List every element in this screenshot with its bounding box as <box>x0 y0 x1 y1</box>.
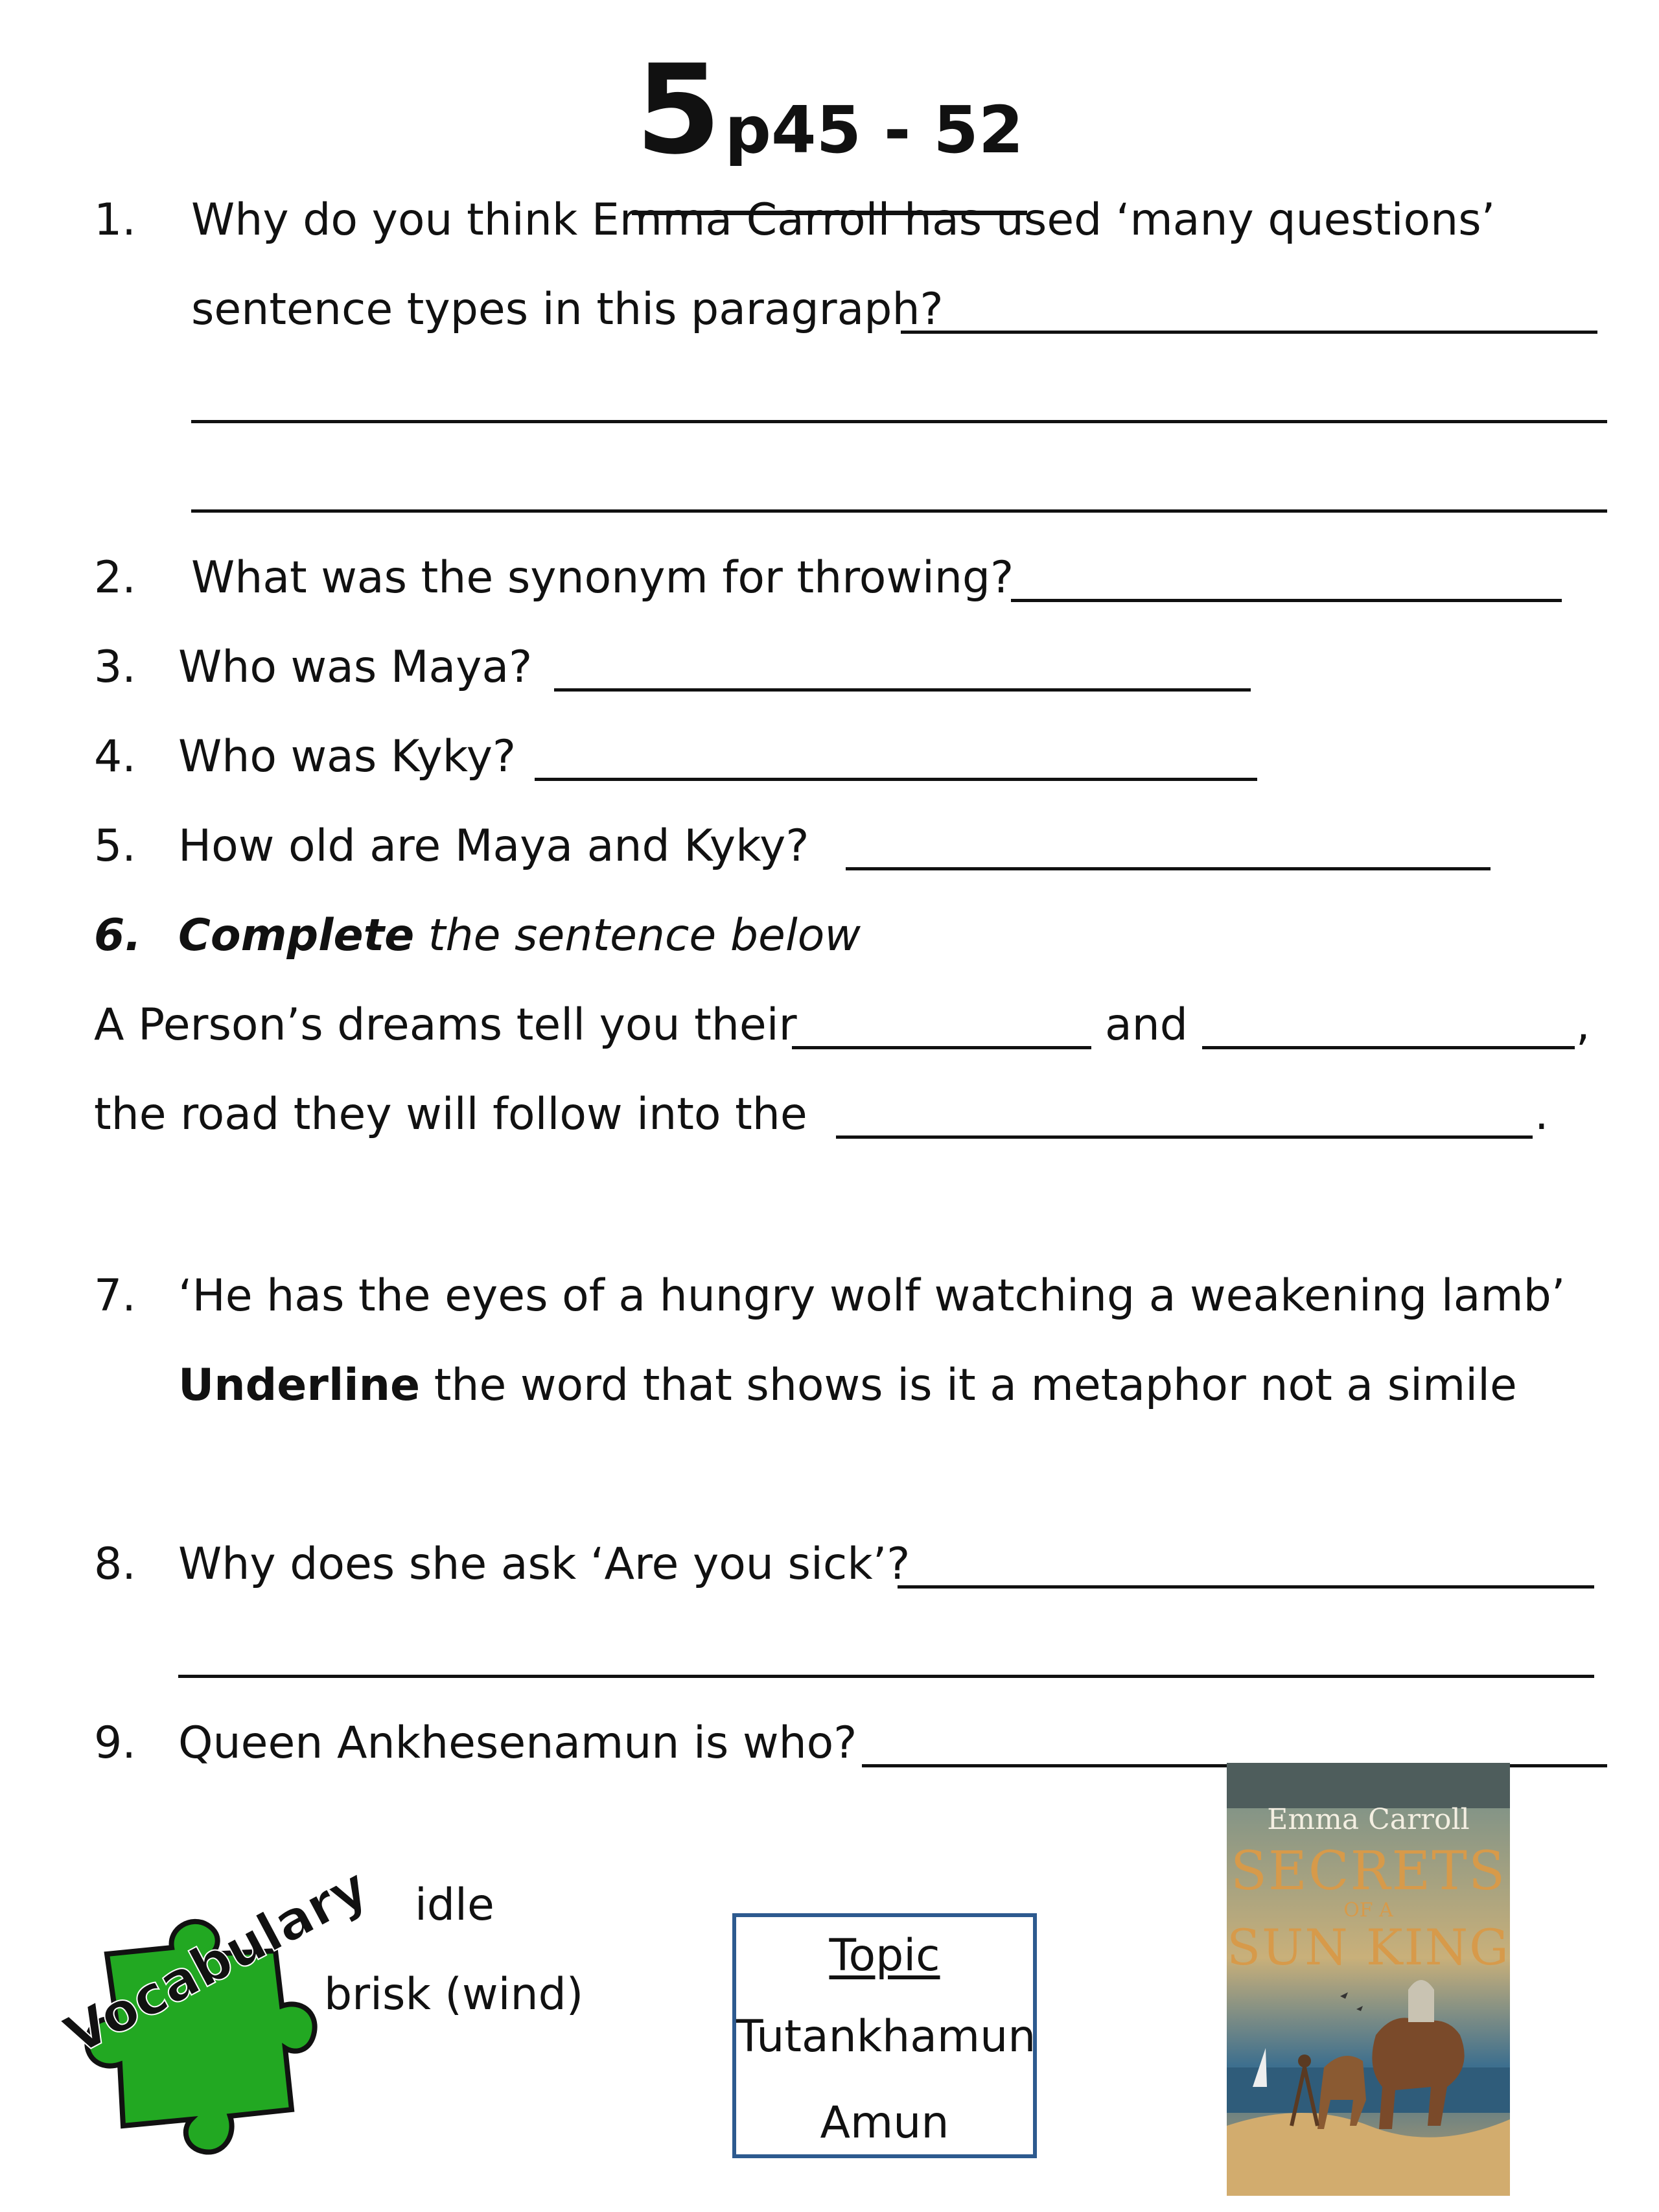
topic-box <box>732 1913 1037 2158</box>
topic-heading: Topic <box>829 1930 940 1981</box>
instruction-bold: Underline <box>178 1360 421 1411</box>
fill-sentence-1-mid: and <box>1105 999 1188 1051</box>
question-text: Why does she ask ‘Are you sick’? <box>178 1539 911 1590</box>
question-9 <box>94 1717 857 1769</box>
question-number: 7. <box>94 1270 136 1321</box>
answer-line[interactable] <box>178 1675 1594 1678</box>
vocab-word: idle <box>415 1880 494 1931</box>
fill-sentence-1-end: , <box>1576 999 1590 1051</box>
question-number: 9. <box>94 1717 136 1769</box>
vocab-word: brisk (wind) <box>324 1969 584 2020</box>
question-number: 3. <box>94 642 136 693</box>
answer-line[interactable] <box>191 509 1607 513</box>
answer-line[interactable] <box>191 420 1607 423</box>
question-text: sentence types in this paragraph? <box>191 284 944 335</box>
question-text: Queen Ankhesenamun is who? <box>178 1717 857 1769</box>
book-title-line1: SECRETS <box>1230 1841 1507 1902</box>
fill-sentence-1-start: A Person’s dreams tell you their <box>94 999 797 1051</box>
chapter-number: 5 <box>635 38 721 181</box>
question-number: 1. <box>94 194 136 246</box>
book-title-line3: SUN KING <box>1227 1918 1510 1976</box>
answer-line[interactable] <box>901 331 1597 334</box>
question-number: 6. <box>94 910 142 961</box>
question-6 <box>94 910 861 962</box>
question-1-line2 <box>191 284 944 336</box>
question-3 <box>94 642 532 693</box>
book-author: Emma Carroll <box>1267 1803 1470 1836</box>
question-1 <box>94 194 1495 246</box>
fill-blank-3[interactable] <box>836 1135 1533 1139</box>
question-text: Why do you think Emma Carroll has used ‘many questions’ <box>191 194 1496 246</box>
answer-line[interactable] <box>1011 599 1562 602</box>
page-range: p45 - 52 <box>725 92 1024 168</box>
question-2 <box>94 552 1014 604</box>
fill-blank-2[interactable] <box>1202 1046 1575 1049</box>
question-7 <box>94 1270 1565 1322</box>
answer-line[interactable] <box>535 778 1257 781</box>
question-text: How old are Maya and Kyky? <box>178 821 809 872</box>
answer-line[interactable] <box>898 1585 1594 1589</box>
fill-blank-1[interactable] <box>792 1046 1091 1049</box>
instruction-bold: Complete <box>178 910 415 961</box>
fill-sentence-2-start: the road they will follow into the <box>94 1089 807 1140</box>
book-cover-image <box>1227 1763 1510 2196</box>
question-8 <box>94 1539 910 1590</box>
page-title <box>0 38 1659 215</box>
question-text: Who was Maya? <box>178 642 533 693</box>
question-number: 4. <box>94 731 136 782</box>
vocabulary-puzzle-logo <box>55 1856 378 2161</box>
question-text: What was the synonym for throwing? <box>191 552 1014 603</box>
question-text: Who was Kyky? <box>178 731 516 782</box>
instruction-text: the word that shows is it a metaphor not a simile <box>420 1360 1517 1411</box>
question-4 <box>94 731 516 783</box>
question-number: 2. <box>94 552 136 603</box>
question-5 <box>94 821 809 872</box>
answer-line[interactable] <box>846 867 1491 870</box>
vocabulary-logo-text: Vocabulary <box>55 1856 378 2067</box>
question-number: 5. <box>94 821 136 872</box>
question-7-instruction <box>178 1360 1517 1412</box>
instruction-text: the sentence below <box>414 910 861 961</box>
topic-item: Amun <box>820 2097 949 2148</box>
answer-line[interactable] <box>554 688 1251 692</box>
book-title-line2: OF A <box>1343 1899 1393 1922</box>
topic-item: Tutankhamun <box>736 2011 1036 2062</box>
fill-sentence-2-end: . <box>1535 1089 1549 1140</box>
question-number: 8. <box>94 1539 136 1590</box>
quote-text: ‘He has the eyes of a hungry wolf watching a weakening lamb’ <box>178 1270 1566 1321</box>
